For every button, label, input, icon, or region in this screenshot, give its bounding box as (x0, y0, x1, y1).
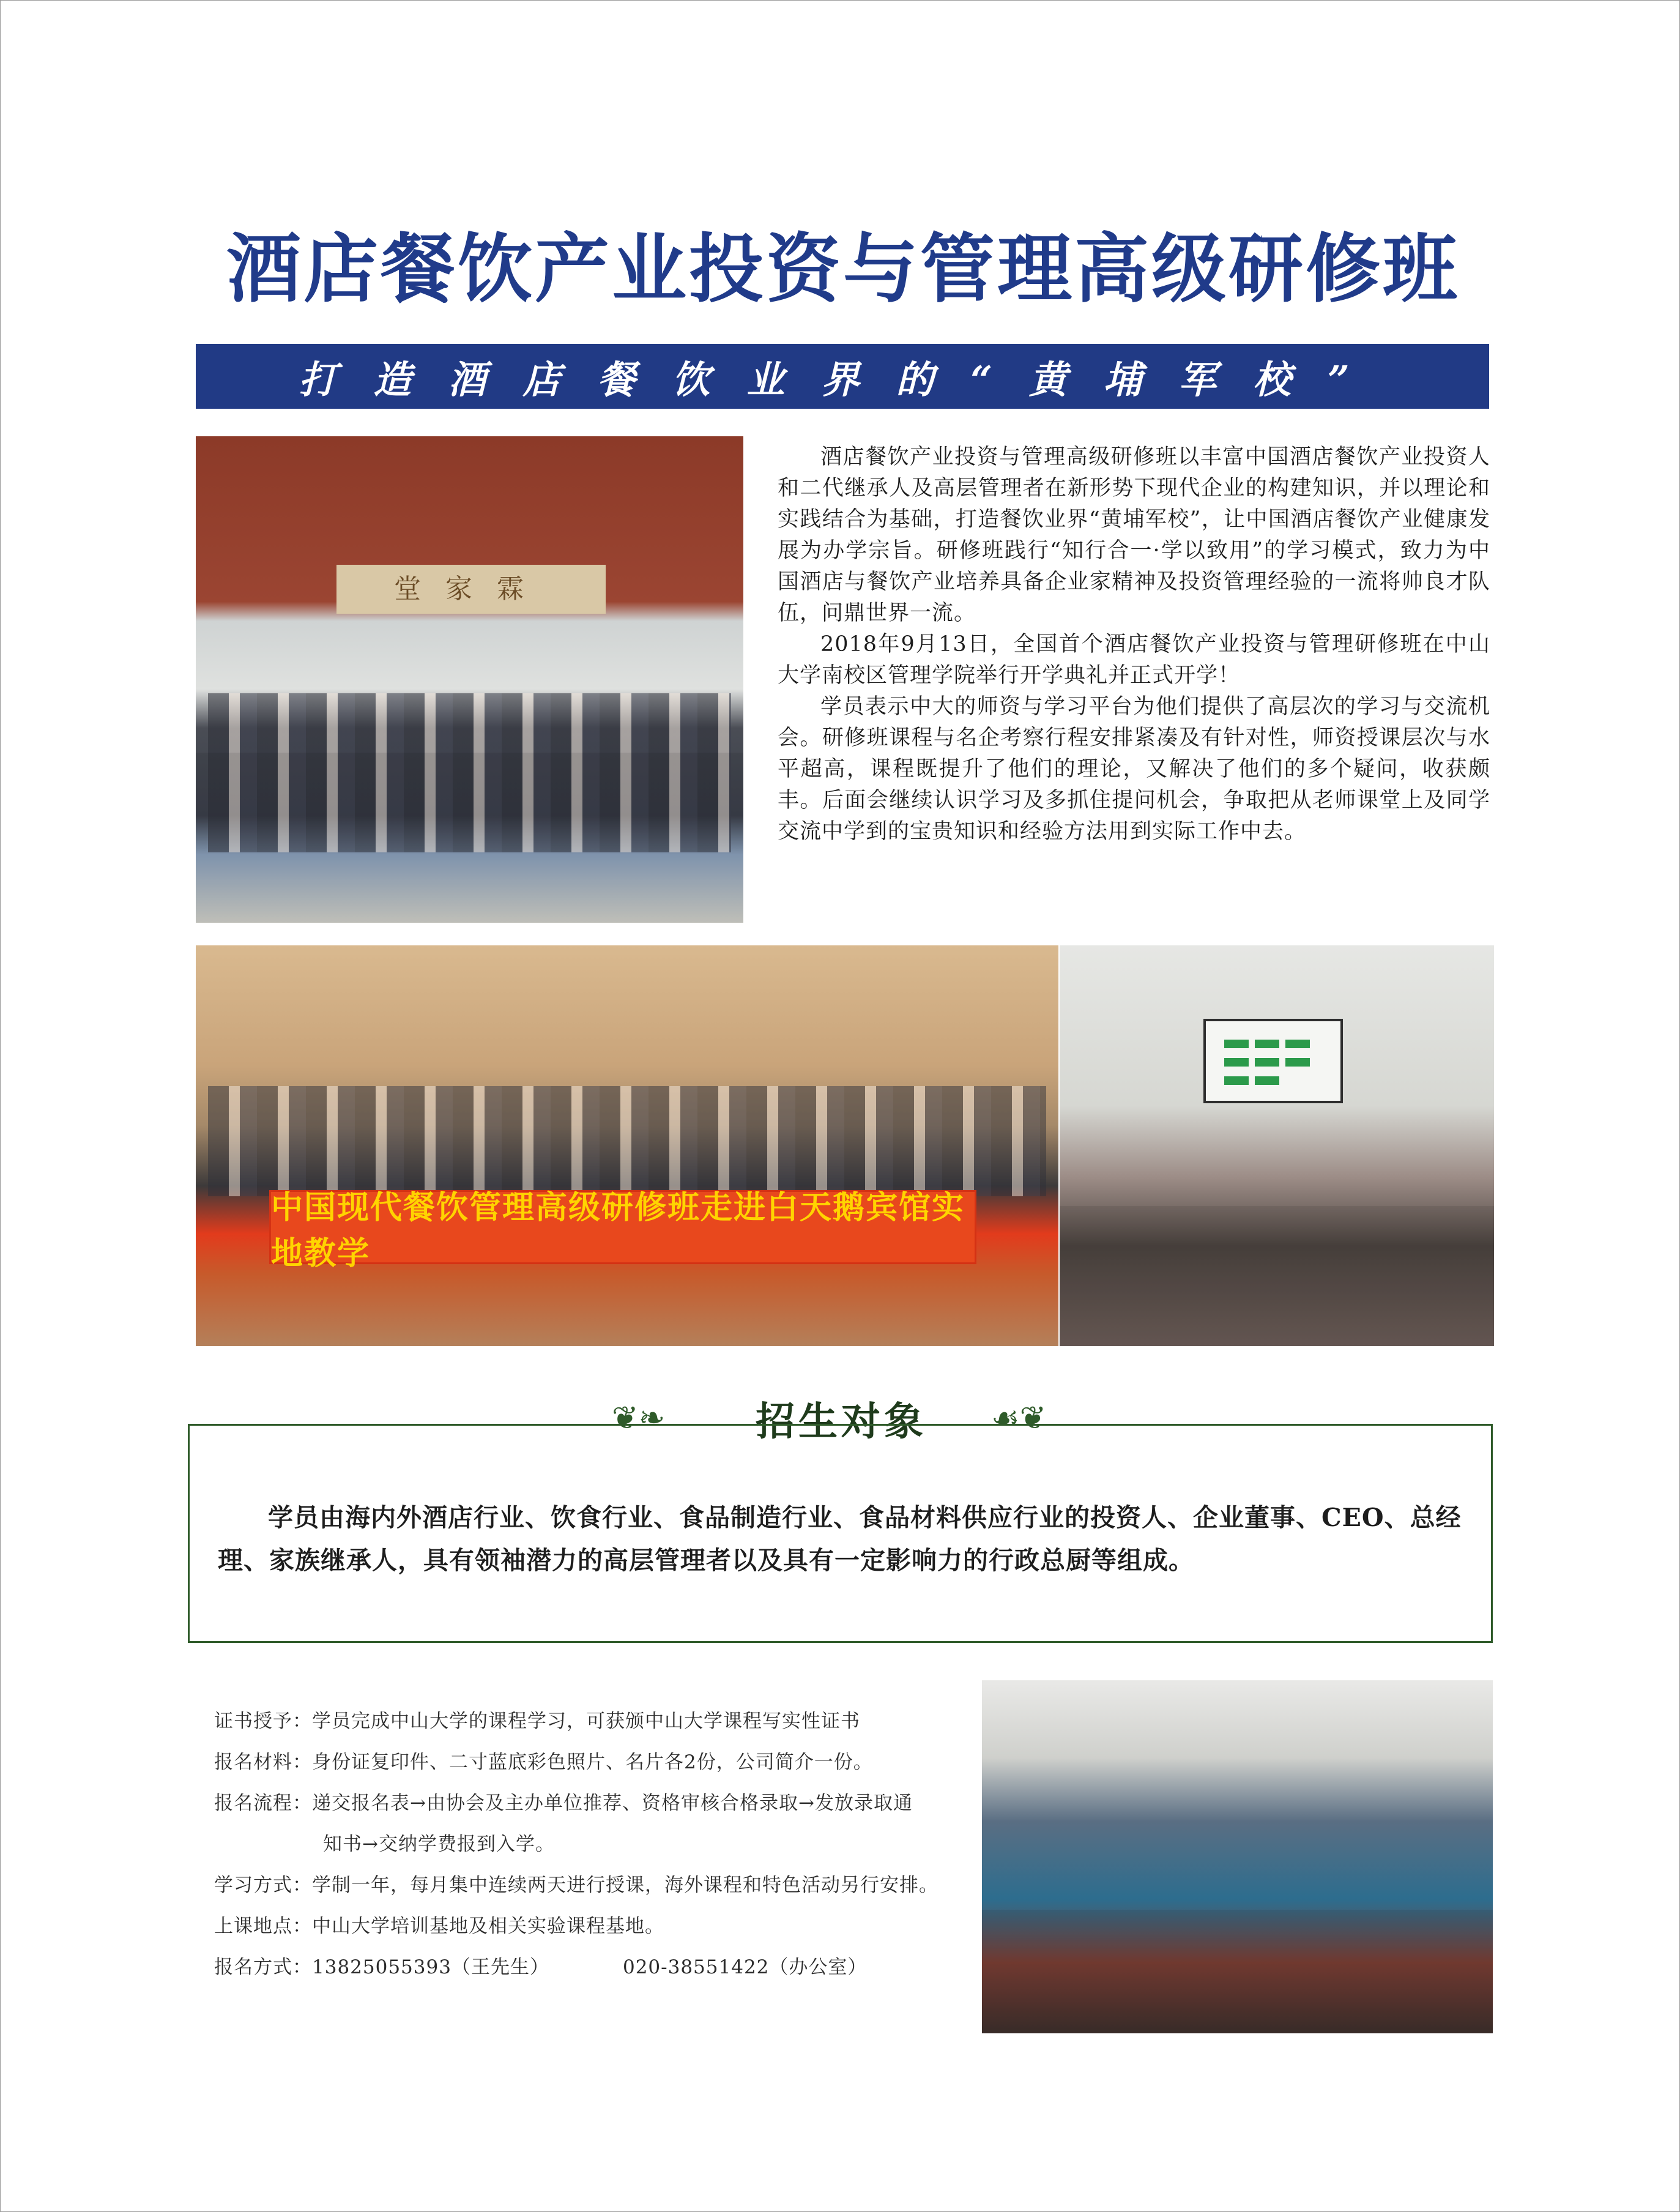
study-line: 学习方式：学制一年，每月集中连续两天进行授课，海外课程和特色活动另行安排。 (214, 1874, 938, 1896)
red-banner (269, 1189, 976, 1272)
intro-paragraph-1: 酒店餐饮产业投资与管理高级研修班以丰富中国酒店餐饮产业投资人和二代继承人及高层管理者在新形势下现代企业的构建知识，并以理论和实践结合为基础，打造餐饮业界“黄埔军校”，让中国酒店餐饮产业健康发展为办学宗旨。研修班践行“知行合一·学以致用”的学习模式，致力为中国酒店与餐饮产业培养具备企业家精神及投资管理经验的一流将帅良才队伍，问鼎世界一流。 (778, 445, 1490, 625)
intro-text (778, 442, 1490, 847)
intro-paragraph-3: 学员表示中大的师资与学习平台为他们提供了高层次的学习与交流机会。研修班课程与名企考察行程安排紧凑及有针对性，师资授课层次与水平超高，课程既提升了他们的理论，又解决了他们的多个疑问，收获颇丰。后面会继续认识学习及多抓住提问机会，争取把从老师课堂上及同学交流中学到的宝贵知识和经验方法用到实际工作中去。 (778, 695, 1490, 844)
slogan-banner (196, 344, 1489, 409)
projector-screen (1203, 1019, 1343, 1103)
enrollment-box (188, 1424, 1493, 1643)
enrollment-text: 学员由海内外酒店行业、饮食行业、食品制造行业、食品材料供应行业的投资人、企业董事、CEO、总经理、家族继承人，具有领袖潜力的高层管理者以及具有一定影响力的行政总厨等组成。 (218, 1503, 1462, 1575)
classroom-photo-1 (1060, 945, 1494, 1346)
slogan-text: 打造酒店餐饮业界的“黄埔军校” (299, 357, 1386, 402)
leaf-ornament-right-icon: ☙❦ (991, 1400, 1047, 1437)
contact-phone-wang: 报名方式：13825055393（王先生） (214, 1956, 549, 1978)
intro-paragraph-2: 2018年9月13日，全国首个酒店餐饮产业投资与管理研修班在中山大学南校区管理学院举行开学典礼并正式开学！ (778, 632, 1490, 688)
contact-phone-office: 020-38551422（办公室） (622, 1956, 868, 1978)
section-heading-enrollment: 招生对象 (756, 1399, 927, 1445)
red-banner-text: 中国现代餐饮管理高级研修班走进白天鹅宾馆实地教学 (271, 1189, 965, 1272)
group-photo-building (196, 436, 743, 923)
page-title: 酒店餐饮产业投资与管理高级研修班 (226, 226, 1460, 313)
group-photo-banner (196, 945, 1058, 1346)
group-crowd-2 (208, 1086, 1046, 1196)
building-sign: 堂家霖 (336, 565, 606, 614)
classroom-photo-2 (982, 1680, 1493, 2033)
location-line: 上课地点：中山大学培训基地及相关实验课程基地。 (214, 1915, 664, 1937)
details-list (214, 1701, 967, 1988)
contact-line (214, 1947, 967, 1988)
process-line-1: 报名流程：递交报名表→由协会及主办单位推荐、资格审核合格录取→发放录取通 (214, 1792, 913, 1814)
process-line-2: 知书→交纳学费报到入学。 (323, 1833, 555, 1855)
certificate-line: 证书授予：学员完成中山大学的课程学习，可获颁中山大学课程写实性证书 (214, 1710, 860, 1732)
materials-line: 报名材料：身份证复印件、二寸蓝底彩色照片、名片各2份，公司简介一份。 (214, 1751, 873, 1773)
leaf-ornament-left-icon: ❦❧ (612, 1400, 666, 1437)
